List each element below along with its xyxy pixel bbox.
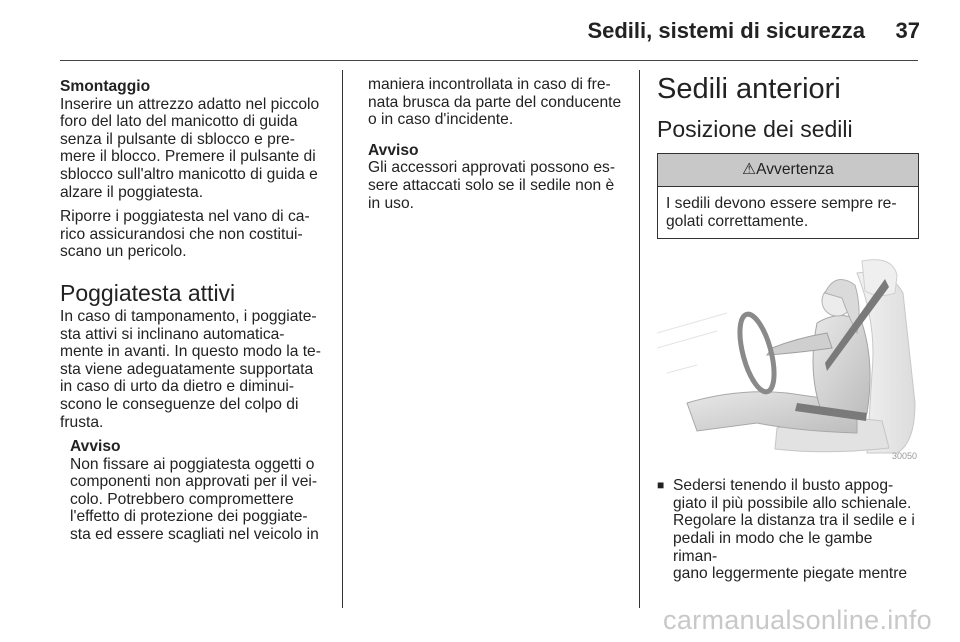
- running-header-title: Sedili, sistemi di sicurezza: [587, 18, 865, 43]
- text-line: mere il blocco. Premere il pulsante di: [60, 148, 316, 166]
- text-line: maniera incontrollata in caso di fre-: [368, 76, 611, 93]
- text-line: alzare il poggiatesta.: [60, 183, 204, 201]
- text-line: I sedili devono essere sempre re-: [666, 195, 897, 212]
- avviso-heading: Avviso: [368, 141, 419, 159]
- text-line: senza il pulsante di sblocco e pre-: [60, 130, 295, 148]
- text-line: sta viene adeguatamente supportata: [60, 360, 314, 378]
- text-line: Riporre i poggiatesta nel vano di ca-: [60, 208, 310, 226]
- text-line: rico assicurandosi che non costitui-: [60, 225, 303, 243]
- column-2: [368, 76, 630, 212]
- text-line: sta ed essere scagliati nel veicolo in: [70, 526, 319, 544]
- text-line: scano un pericolo.: [60, 243, 187, 261]
- column-divider-2: [639, 70, 640, 608]
- text-line: nata brusca da parte del conducente: [368, 93, 622, 111]
- smontaggio-paragraph: [60, 96, 328, 202]
- driver-seat-illustration: [657, 253, 919, 463]
- text-line: sta attivi si inclinano automatica-: [60, 325, 285, 343]
- bullet-square-icon: ■: [657, 478, 665, 493]
- text-line: l'effetto di protezione dei poggiate-: [70, 508, 308, 526]
- page-number: 37: [895, 18, 920, 43]
- site-watermark: carmanualsonline.info: [663, 605, 932, 635]
- column-1: [60, 78, 328, 544]
- posizione-sedili-heading: Posizione dei sedili: [657, 116, 853, 142]
- bullet-text: [673, 477, 919, 583]
- text-line: pedali in modo che le gambe riman-: [673, 529, 873, 565]
- text-line: colo. Potrebbero compromettere: [70, 490, 294, 508]
- avviso-note-2: [368, 142, 630, 212]
- warning-body: [658, 187, 918, 238]
- text-line: in caso di urto da dietro e diminui-: [60, 378, 295, 396]
- warning-box: [657, 153, 919, 239]
- bullet-item: [657, 477, 919, 583]
- seating-position-illustration: [657, 253, 919, 463]
- smontaggio-heading: Smontaggio: [60, 78, 151, 95]
- sedili-anteriori-heading: Sedili anteriori: [657, 73, 841, 105]
- text-line: Regolare la distanza tra il sedile e i: [673, 512, 915, 530]
- header-divider: [60, 60, 918, 61]
- text-line: Gli accessori approvati possono es-: [368, 159, 616, 177]
- riporre-paragraph: [60, 208, 328, 261]
- text-line: Inserire un attrezzo adatto nel piccolo: [60, 95, 320, 113]
- text-line: sere attaccati solo se il sedile non è: [368, 176, 615, 194]
- text-line: mente in avanti. In questo modo la te-: [60, 343, 321, 361]
- text-line: gano leggermente piegate mentre: [673, 565, 908, 583]
- figure-number: 30050: [891, 451, 917, 462]
- text-line: giato il più possibile allo schienale.: [673, 494, 912, 512]
- text-line: golati correttamente.: [666, 212, 809, 230]
- warning-title: Avvertenza: [756, 161, 834, 178]
- text-line: in uso.: [368, 194, 414, 212]
- text-line: scono le conseguenze del colpo di: [60, 395, 299, 413]
- continued-paragraph: [368, 76, 630, 129]
- text-line: o in caso d'incidente.: [368, 111, 514, 129]
- text-line: foro del lato del manicotto di guida: [60, 113, 298, 131]
- column-divider-1: [342, 70, 343, 608]
- text-line: componenti non approvati per il vei-: [70, 473, 318, 491]
- text-line: Sedersi tenendo il busto appog-: [673, 477, 894, 495]
- text-line: Non fissare ai poggiatesta oggetti o: [70, 455, 315, 473]
- text-line: In caso di tamponamento, i poggiate-: [60, 307, 317, 325]
- warning-header: [658, 154, 918, 187]
- avviso-note: [60, 438, 328, 544]
- poggiatesta-attivi-heading: Poggiatesta attivi: [60, 279, 236, 306]
- text-line: sblocco sull'altro manicotto di guida e: [60, 165, 318, 183]
- column-3: [657, 72, 919, 583]
- text-line: frusta.: [60, 413, 104, 431]
- avviso-heading: Avviso: [70, 438, 121, 456]
- warning-triangle-icon: ⚠: [742, 161, 757, 178]
- poggiatesta-paragraph: [60, 308, 328, 431]
